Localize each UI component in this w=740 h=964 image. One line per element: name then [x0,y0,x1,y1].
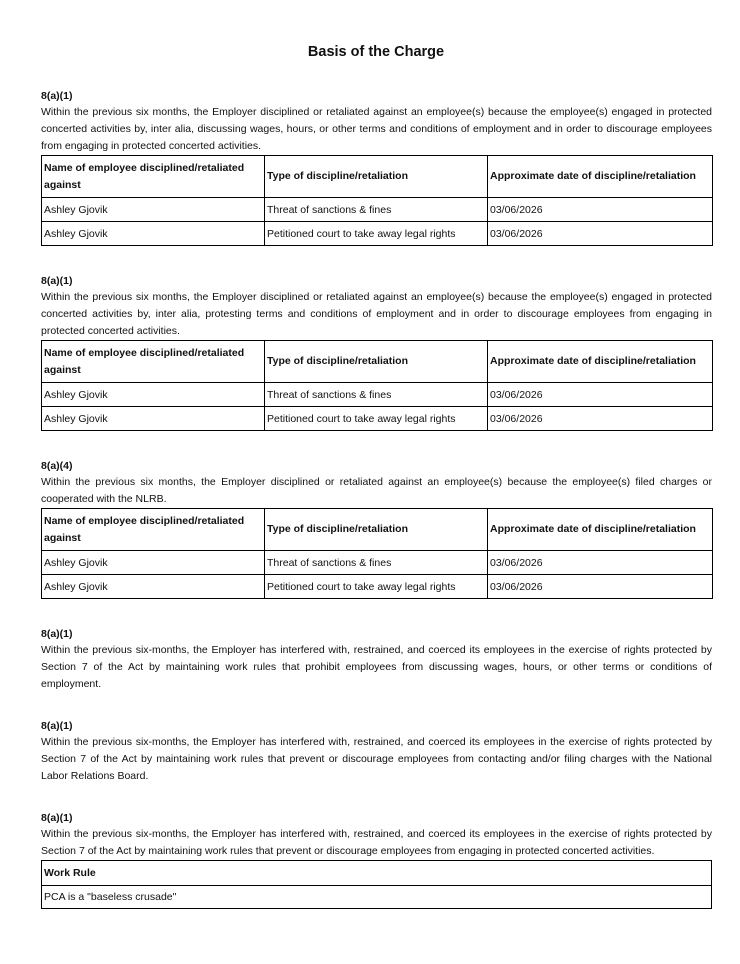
cell-type: Petitioned court to take away legal rights [265,575,488,599]
header-name: Name of employee disciplined/retaliated against [42,509,265,551]
table-row [42,407,713,431]
cell-work-rule: PCA is a "baseless crusade" [42,886,712,909]
header-type: Type of discipline/retaliation [265,509,488,551]
section-code: 8(a)(1) [41,275,73,287]
table-header-row [42,861,712,886]
section-text: Within the previous six months, the Employer disciplined or retaliated against an employee(s) because the employee(s) engaged in protected concerted activities by, inter alia, protesting terms and conditions of employment and in order to discourage employees from engaging in protected concerted activities. [41,291,712,337]
table-row [42,222,713,246]
work-rule-table [41,860,712,909]
section-code: 8(a)(1) [41,90,73,102]
table-row [42,551,713,575]
charge-section-2 [41,273,712,431]
page-title: Basis of the Charge [307,44,445,60]
discipline-table [41,340,713,431]
cell-type: Threat of sanctions & fines [265,551,488,575]
section-code: 8(a)(4) [41,460,73,472]
header-type: Type of discipline/retaliation [265,341,488,383]
charge-section-1 [41,88,712,246]
header-type: Type of discipline/retaliation [265,156,488,198]
section-code: 8(a)(1) [41,720,73,732]
table-row [42,383,713,407]
cell-date: 03/06/2026 [488,383,713,407]
section-text: Within the previous six-months, the Employer has interfered with, restrained, and coerced its employees in the exercise of rights protected by Section 7 of the Act by maintaining work rules that prevent or discourage employees from engaging in protected concerted activities. [41,828,712,857]
header-date: Approximate date of discipline/retaliation [488,156,713,198]
discipline-table [41,155,713,246]
header-date: Approximate date of discipline/retaliation [488,341,713,383]
cell-name: Ashley Gjovik [42,551,265,575]
cell-date: 03/06/2026 [488,222,713,246]
header-work-rule: Work Rule [42,861,712,886]
cell-date: 03/06/2026 [488,407,713,431]
section-text: Within the previous six-months, the Employer has interfered with, restrained, and coerced its employees in the exercise of rights protected by Section 7 of the Act by maintaining work rules that prohibit employees from discussing wages, hours, or other terms or conditions of employment. [41,644,712,690]
cell-name: Ashley Gjovik [42,222,265,246]
discipline-table [41,508,713,599]
header-name: Name of employee disciplined/retaliated against [42,156,265,198]
header-name: Name of employee disciplined/retaliated against [42,341,265,383]
charge-section-4 [41,626,712,693]
table-header-row [42,509,713,551]
table-row [42,198,713,222]
charge-section-3 [41,458,712,599]
cell-date: 03/06/2026 [488,575,713,599]
section-text: Within the previous six months, the Employer disciplined or retaliated against an employee(s) because the employee(s) filed charges or cooperated with the NLRB. [41,476,712,505]
section-text: Within the previous six months, the Employer disciplined or retaliated against an employee(s) because the employee(s) engaged in protected concerted activities by, inter alia, discussing wages, hours, or other terms and conditions of employment and in order to discourage employees from engaging in protected concerted activities. [41,106,712,152]
charge-section-5 [41,718,712,785]
cell-name: Ashley Gjovik [42,575,265,599]
cell-name: Ashley Gjovik [42,407,265,431]
table-row [42,886,712,909]
table-header-row [42,156,713,198]
table-row [42,575,713,599]
section-text: Within the previous six-months, the Employer has interfered with, restrained, and coerced its employees in the exercise of rights protected by Section 7 of the Act by maintaining work rules that prevent or discourage employees from contacting and/or filing charges with the National Labor Relations Board. [41,736,712,782]
cell-type: Petitioned court to take away legal rights [265,222,488,246]
table-header-row [42,341,713,383]
cell-type: Threat of sanctions & fines [265,383,488,407]
header-date: Approximate date of discipline/retaliation [488,509,713,551]
cell-name: Ashley Gjovik [42,383,265,407]
charge-section-6 [41,810,712,909]
cell-name: Ashley Gjovik [42,198,265,222]
cell-type: Petitioned court to take away legal rights [265,407,488,431]
cell-type: Threat of sanctions & fines [265,198,488,222]
section-code: 8(a)(1) [41,812,73,824]
cell-date: 03/06/2026 [488,198,713,222]
section-code: 8(a)(1) [41,628,73,640]
cell-date: 03/06/2026 [488,551,713,575]
